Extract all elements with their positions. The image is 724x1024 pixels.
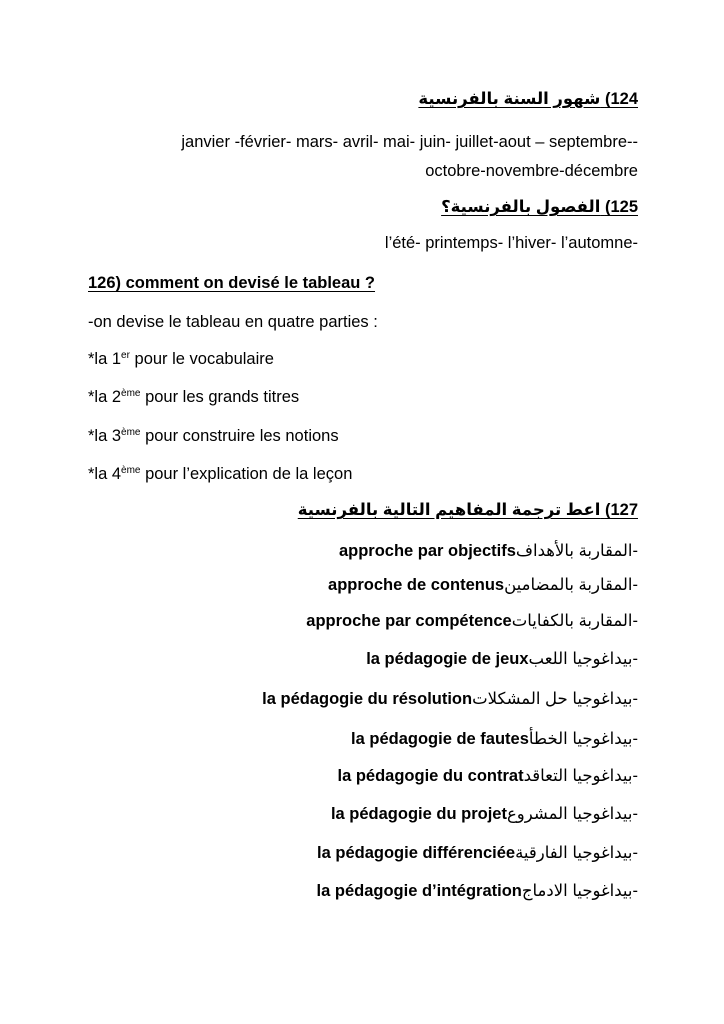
term-french: la pédagogie d’intégration: [316, 882, 522, 900]
term-french: la pédagogie différenciée: [317, 844, 516, 862]
q124-number: 124): [604, 90, 638, 108]
part-ordinal: ème: [121, 427, 141, 438]
term-french: approche de contenus: [328, 576, 505, 594]
q127-term-5: [262, 688, 638, 710]
q126-part-2: [88, 386, 299, 408]
part-text: pour le vocabulaire: [129, 350, 274, 368]
q126-part-4: [88, 463, 352, 485]
term-french: approche par compétence: [306, 612, 512, 630]
part-text: pour l’explication de la leçon: [140, 465, 353, 483]
q127-term-9: [317, 842, 638, 864]
q124-answer-line1: janvier -février- mars- avril- mai- juin- juillet-aout – septembre--: [181, 133, 638, 151]
part-prefix: *la 3: [88, 427, 122, 445]
q125-heading: [441, 196, 638, 218]
part-text: pour construire les notions: [140, 427, 339, 445]
part-ordinal: ème: [121, 465, 141, 476]
q124-heading-text: [418, 90, 638, 108]
term-arabic: -المقاربة بالكفايات: [511, 612, 638, 630]
q124-heading: [418, 88, 638, 110]
q127-term-3: [306, 610, 638, 632]
term-arabic: -بيداغوجيا الادماج: [521, 882, 638, 900]
part-prefix: *la 2: [88, 388, 122, 406]
q125-heading-text: [441, 198, 638, 216]
q127-term-4: [366, 648, 638, 670]
term-french: la pédagogie du résolution: [262, 690, 473, 708]
term-french: la pédagogie de jeux: [366, 650, 529, 668]
part-ordinal: ème: [121, 388, 141, 399]
q127-term-6: [351, 728, 638, 750]
q126-part-1: [88, 348, 274, 370]
term-arabic: -بيداغوجيا الخطأ: [528, 730, 638, 748]
q126-heading: 126) comment on devisé le tableau ?: [88, 274, 376, 292]
term-french: approche par objectifs: [338, 542, 516, 560]
q125-number: 125): [604, 198, 638, 216]
term-arabic: -بيداغوجيا الفارقية: [515, 844, 638, 862]
term-arabic: -بيداغوجيا المشروع: [506, 805, 638, 823]
q127-term-8: [331, 803, 638, 825]
q126-intro: -on devise le tableau en quatre parties :: [88, 313, 378, 331]
term-arabic: -المقاربة بالمضامين: [504, 576, 638, 594]
q127-heading-text: [298, 501, 638, 519]
part-prefix: *la 4: [88, 465, 122, 483]
q127-heading: [298, 499, 638, 521]
term-arabic: -بيداغوجيا حل المشكلات: [472, 690, 638, 708]
term-arabic: -المقاربة بالأهداف: [515, 542, 638, 560]
part-prefix: *la 1: [88, 350, 122, 368]
part-ordinal: er: [121, 350, 130, 361]
q127-term-7: [338, 765, 639, 787]
part-text: pour les grands titres: [140, 388, 300, 406]
q127-title: اعط ترجمة المفاهيم التالية بالفرنسية: [297, 501, 601, 519]
term-french: la pédagogie du contrat: [337, 767, 524, 785]
q127-term-2: [328, 574, 638, 596]
q125-title: الفصول بالفرنسية؟: [441, 198, 601, 216]
term-arabic: -بيداغوجيا التعاقد: [523, 767, 638, 785]
q124-title: شهور السنة بالفرنسية: [418, 90, 601, 108]
q127-term-10: [317, 880, 638, 902]
term-arabic: -بيداغوجيا اللعب: [528, 650, 638, 668]
q126-part-3: [88, 425, 339, 447]
q127-number: 127): [604, 501, 638, 519]
q124-answer-line2: octobre-novembre-décembre: [425, 162, 638, 180]
q125-answer: l’été- printemps- l’hiver- l’automne-: [384, 234, 638, 252]
term-french: la pédagogie de fautes: [351, 730, 529, 748]
term-french: la pédagogie du projet: [330, 805, 507, 823]
q127-term-1: [339, 540, 638, 562]
